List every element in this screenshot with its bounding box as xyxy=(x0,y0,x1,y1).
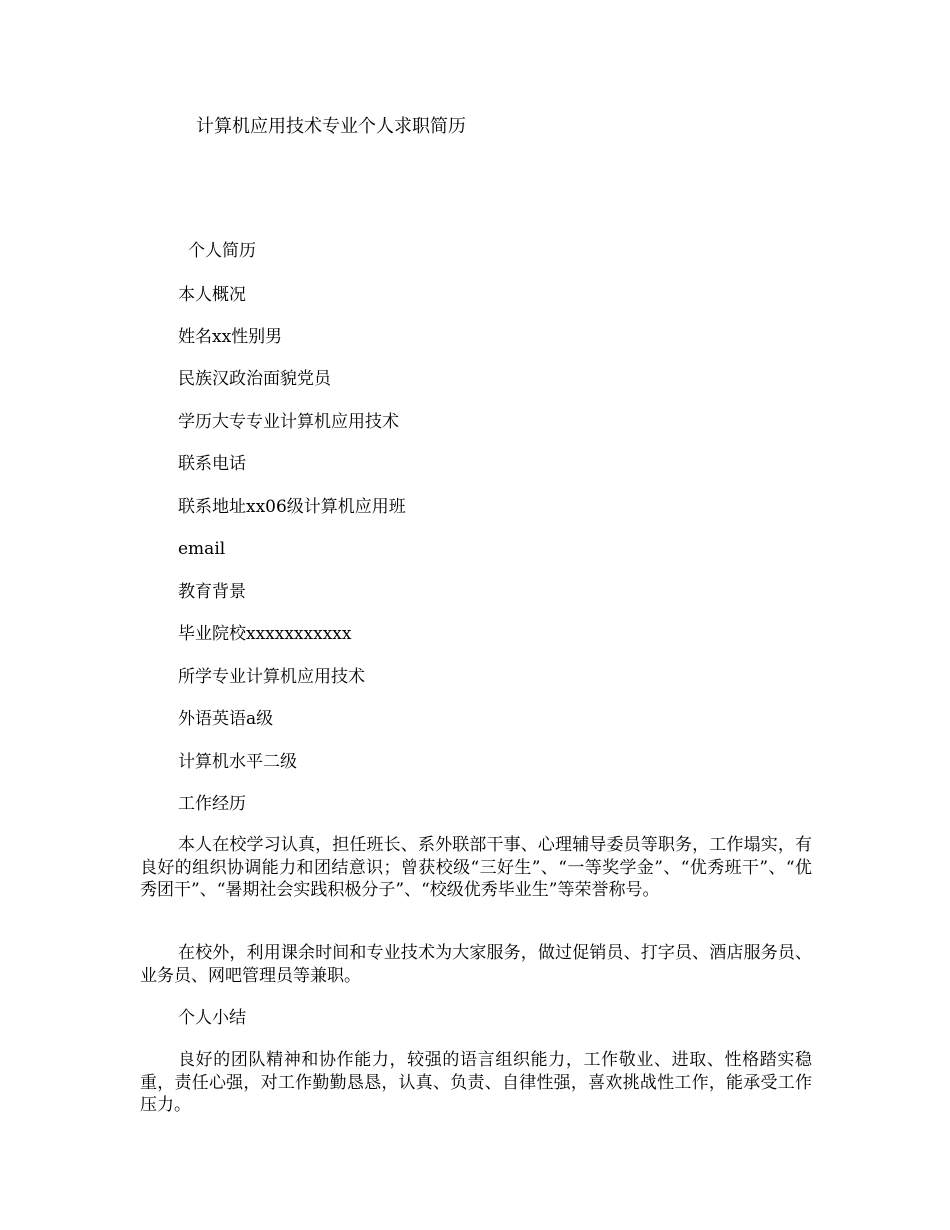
education-section-title: 教育背景 xyxy=(178,582,246,602)
name-gender-line: 姓名xx性别男 xyxy=(178,327,283,347)
document-title: 计算机应用技术专业个人求职简历 xyxy=(196,116,466,137)
language-line: 外语英语a级 xyxy=(178,709,274,729)
phone-line: 联系电话 xyxy=(178,454,246,474)
work-paragraph-1: 本人在校学习认真，担任班长、系外联部干事、心理辅导委员等职务，工作塌实，有良好的组织协调能力和团结意识；曾获校级“三好生”、“一等奖学金”、“优秀班干”、“优秀团干”、“暑期社会实践积极分子”、“校级优秀毕业生”等荣誉称号。 xyxy=(140,835,812,900)
education-major-line: 学历大专专业计算机应用技术 xyxy=(178,412,399,432)
computer-level-line: 计算机水平二级 xyxy=(178,752,297,772)
work-section-title: 工作经历 xyxy=(178,794,246,814)
work-paragraph-2: 在校外，利用课余时间和专业技术为大家服务，做过促销员、打字员、酒店服务员、业务员、网吧管理员等兼职。 xyxy=(140,943,812,986)
profile-section-title: 本人概况 xyxy=(178,285,246,305)
school-line: 毕业院校xxxxxxxxxxx xyxy=(178,624,352,644)
ethnicity-politics-line: 民族汉政治面貌党员 xyxy=(178,369,331,389)
major-line: 所学专业计算机应用技术 xyxy=(178,667,365,687)
resume-heading: 个人简历 xyxy=(188,241,256,261)
summary-section-title: 个人小结 xyxy=(178,1008,246,1028)
summary-paragraph: 良好的团队精神和协作能力，较强的语言组织能力，工作敬业、进取、性格踏实稳重，责任心强，对工作勤勤恳恳，认真、负责、自律性强，喜欢挑战性工作，能承受工作压力。 xyxy=(140,1050,812,1115)
email-line: email xyxy=(178,539,226,559)
address-line: 联系地址xx06级计算机应用班 xyxy=(178,497,406,517)
